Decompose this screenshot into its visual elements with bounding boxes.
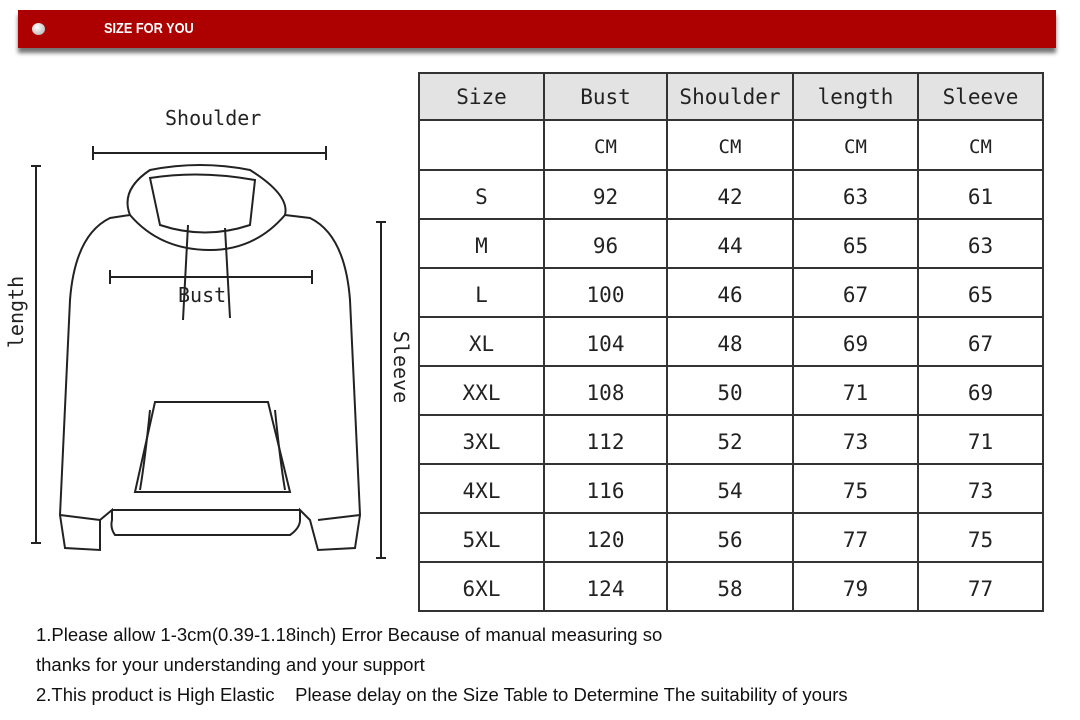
table-row xyxy=(419,317,1043,366)
length-label: length xyxy=(4,275,29,349)
value-cell: 120 xyxy=(544,513,667,562)
unit-row xyxy=(419,120,1043,170)
value-cell: 63 xyxy=(918,219,1043,268)
note-line: 2.This product is High Elastic Please delay on the Size Table to Determine The suitability of yours xyxy=(36,684,848,705)
size-cell: S xyxy=(419,170,544,219)
bust-label: Bust xyxy=(178,283,227,307)
header-cell: Sleeve xyxy=(918,73,1043,120)
value-cell: 73 xyxy=(793,415,918,464)
header-cell: Shoulder xyxy=(667,73,793,120)
unit-cell: CM xyxy=(667,120,793,170)
header-cell: Size xyxy=(419,73,544,120)
value-cell: 50 xyxy=(667,366,793,415)
notes xyxy=(36,620,848,710)
table-row xyxy=(419,268,1043,317)
value-cell: 79 xyxy=(793,562,918,611)
value-cell: 77 xyxy=(793,513,918,562)
table-row xyxy=(419,170,1043,219)
size-cell: 6XL xyxy=(419,562,544,611)
value-cell: 67 xyxy=(793,268,918,317)
value-cell: 61 xyxy=(918,170,1043,219)
value-cell: 65 xyxy=(918,268,1043,317)
table-row xyxy=(419,366,1043,415)
value-cell: 42 xyxy=(667,170,793,219)
value-cell: 44 xyxy=(667,219,793,268)
table-row xyxy=(419,513,1043,562)
value-cell: 54 xyxy=(667,464,793,513)
table-row xyxy=(419,464,1043,513)
value-cell: 65 xyxy=(793,219,918,268)
size-cell: XL xyxy=(419,317,544,366)
value-cell: 104 xyxy=(544,317,667,366)
table-row xyxy=(419,219,1043,268)
size-table xyxy=(418,72,1044,612)
value-cell: 48 xyxy=(667,317,793,366)
value-cell: 71 xyxy=(793,366,918,415)
value-cell: 124 xyxy=(544,562,667,611)
note-line: 1.Please allow 1-3cm(0.39-1.18inch) Error Because of manual measuring so xyxy=(36,624,663,645)
bullet-icon xyxy=(32,23,45,35)
header-cell: length xyxy=(793,73,918,120)
value-cell: 71 xyxy=(918,415,1043,464)
size-cell: 5XL xyxy=(419,513,544,562)
unit-cell xyxy=(419,120,544,170)
table-row xyxy=(419,562,1043,611)
value-cell: 100 xyxy=(544,268,667,317)
value-cell: 67 xyxy=(918,317,1043,366)
value-cell: 77 xyxy=(918,562,1043,611)
size-cell: L xyxy=(419,268,544,317)
size-cell: M xyxy=(419,219,544,268)
value-cell: 69 xyxy=(793,317,918,366)
unit-cell: CM xyxy=(918,120,1043,170)
unit-cell: CM xyxy=(793,120,918,170)
table-header-row xyxy=(419,73,1043,120)
note-line: thanks for your understanding and your support xyxy=(36,654,425,675)
sleeve-label: Sleeve xyxy=(389,330,414,404)
header-cell: Bust xyxy=(544,73,667,120)
value-cell: 73 xyxy=(918,464,1043,513)
size-cell: XXL xyxy=(419,366,544,415)
unit-cell: CM xyxy=(544,120,667,170)
value-cell: 112 xyxy=(544,415,667,464)
value-cell: 108 xyxy=(544,366,667,415)
value-cell: 52 xyxy=(667,415,793,464)
table-row xyxy=(419,415,1043,464)
value-cell: 75 xyxy=(793,464,918,513)
size-cell: 4XL xyxy=(419,464,544,513)
title-banner xyxy=(18,10,1056,48)
value-cell: 96 xyxy=(544,219,667,268)
value-cell: 69 xyxy=(918,366,1043,415)
value-cell: 92 xyxy=(544,170,667,219)
value-cell: 46 xyxy=(667,268,793,317)
shoulder-label: Shoulder xyxy=(165,106,262,130)
value-cell: 116 xyxy=(544,464,667,513)
banner-title: SIZE FOR YOU xyxy=(104,20,194,37)
hoodie-diagram xyxy=(0,100,415,570)
value-cell: 63 xyxy=(793,170,918,219)
value-cell: 56 xyxy=(667,513,793,562)
value-cell: 58 xyxy=(667,562,793,611)
size-cell: 3XL xyxy=(419,415,544,464)
value-cell: 75 xyxy=(918,513,1043,562)
